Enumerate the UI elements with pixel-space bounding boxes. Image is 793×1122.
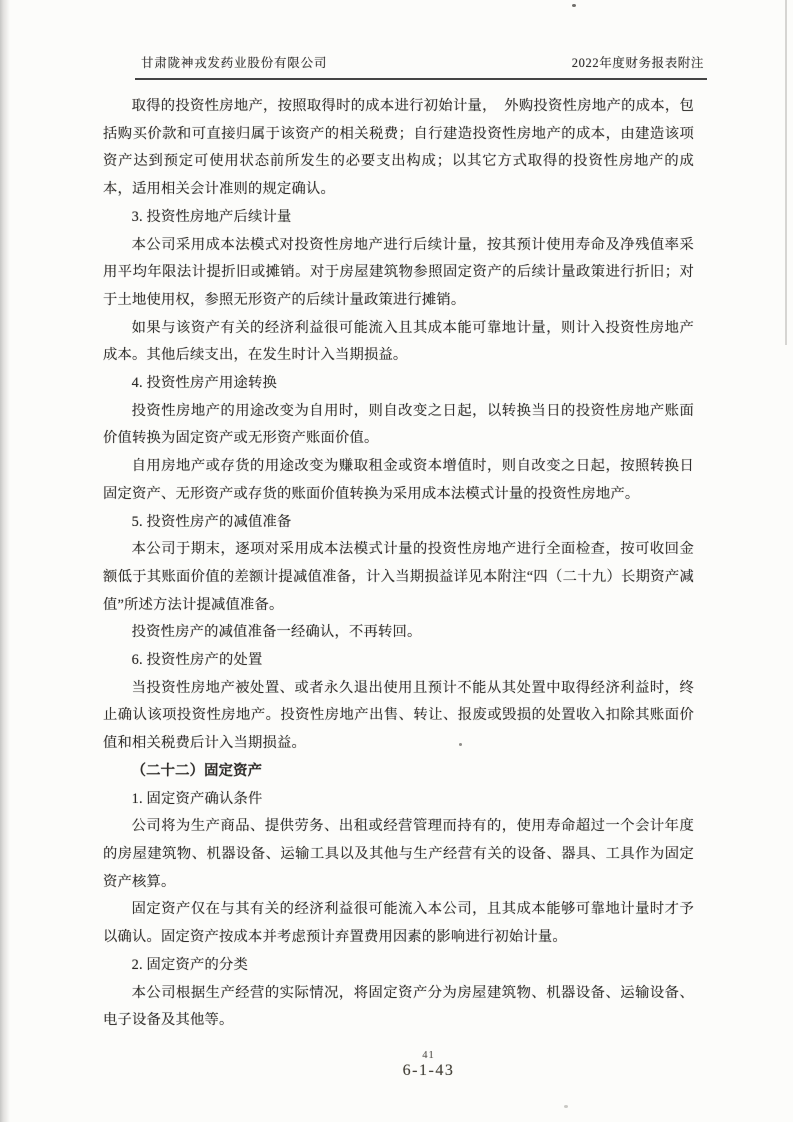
document-body [103, 93, 694, 1035]
paragraph: 自用房地产或存货的用途改变为赚取租金或资本增值时，则自改变之日起，按照转换日固定资产、无形资产或存货的账面价值转换为采用成本法模式计量的投资性房地产。 [103, 458, 694, 502]
scan-edge-left [0, 0, 10, 1122]
section-heading: （二十二）固定资产 [131, 762, 263, 779]
page-number: 41 [422, 1050, 435, 1061]
paragraph: 如果与该资产有关的经济利益很可能流入且其成本能可靠地计量，则计入投资性房地产成本。其他后续支出，在发生时计入当期损益。 [103, 319, 694, 364]
paragraph: 当投资性房地产被处置、或者永久退出使用且预计不能从其处置中取得经济利益时，终止确认该项投资性房地产。投资性房地产出售、转让、报废或毁损的处置收入扣除其账面价值和相关税费后计入当期损益。 [103, 679, 694, 752]
paragraph: 公司将为生产商品、提供劳务、出租或经营管理而持有的，使用寿命超过一个会计年度的房屋建筑物、机器设备、运输工具以及其他与生产经营有关的设备、器具、工具作为固定资产核算。 [103, 818, 694, 890]
paragraph: 固定资产仅在与其有关的经济利益很可能流入本公司，且其成本能够可靠地计量时才予以确认。固定资产按成本并考虑预计弃置费用因素的影响进行初始计量。 [103, 901, 694, 946]
section-heading: 6. 投资性房产的处置 [131, 652, 263, 669]
paragraph: 投资性房产的减值准备一经确认，不再转回。 [131, 624, 422, 641]
paragraph: 本公司采用成本法模式对投资性房地产进行后续计量，按其预计使用寿命及净残值率采用平均年限法计提折旧或摊销。对于房屋建筑物参照固定资产的后续计量政策进行折旧；对于土地使用权，参照无形资产的后续计量政策进行摊销。 [103, 236, 694, 308]
section-heading: 5. 投资性房产的减值准备 [131, 513, 292, 530]
paragraph: 本公司于期末，逐项对采用成本法模式计量的投资性房地产进行全面检查，按可收回金额低于其账面价值的差额计提减值准备，计入当期损益详见本附注“四（二十九）长期资产减值”所述方法计提减值准备。 [103, 541, 694, 613]
scan-speck [572, 4, 576, 7]
page-code: 6-1-43 [402, 1062, 455, 1079]
section-heading: 4. 投资性房产用途转换 [131, 375, 277, 392]
paragraph: 本公司根据生产经营的实际情况，将固定资产分为房屋建筑物、机器设备、运输设备、电子设备及其他等。 [103, 984, 694, 1029]
scan-speck [564, 1105, 568, 1108]
page-header [135, 53, 707, 80]
paragraph: 投资性房地产的用途改变为自用时，则自改变之日起，以转换当日的投资性房地产账面价值转换为固定资产或无形资产账面价值。 [103, 402, 694, 447]
section-heading: 1. 固定资产确认条件 [131, 790, 263, 807]
paragraph: 取得的投资性房地产，按照取得时的成本进行初始计量， 外购投资性房地产的成本，包括购买价款和可直接归属于该资产的相关税费；自行建造投资性房地产的成本，由建造该项资产达到预定可使用状态前所发生的必要支出构成；以其它方式取得的投资性房地产的成本，适用相关会计准则的规定确认。 [103, 98, 694, 198]
section-heading: 3. 投资性房地产后续计量 [131, 208, 292, 225]
section-heading: 2. 固定资产的分类 [131, 956, 248, 973]
header-doc-title: 2022年度财务报表附注 [571, 56, 704, 70]
page-footer [32, 1050, 793, 1080]
scan-edge-right [785, 0, 787, 345]
header-company-name: 甘肃陇神戎发药业股份有限公司 [141, 56, 328, 70]
